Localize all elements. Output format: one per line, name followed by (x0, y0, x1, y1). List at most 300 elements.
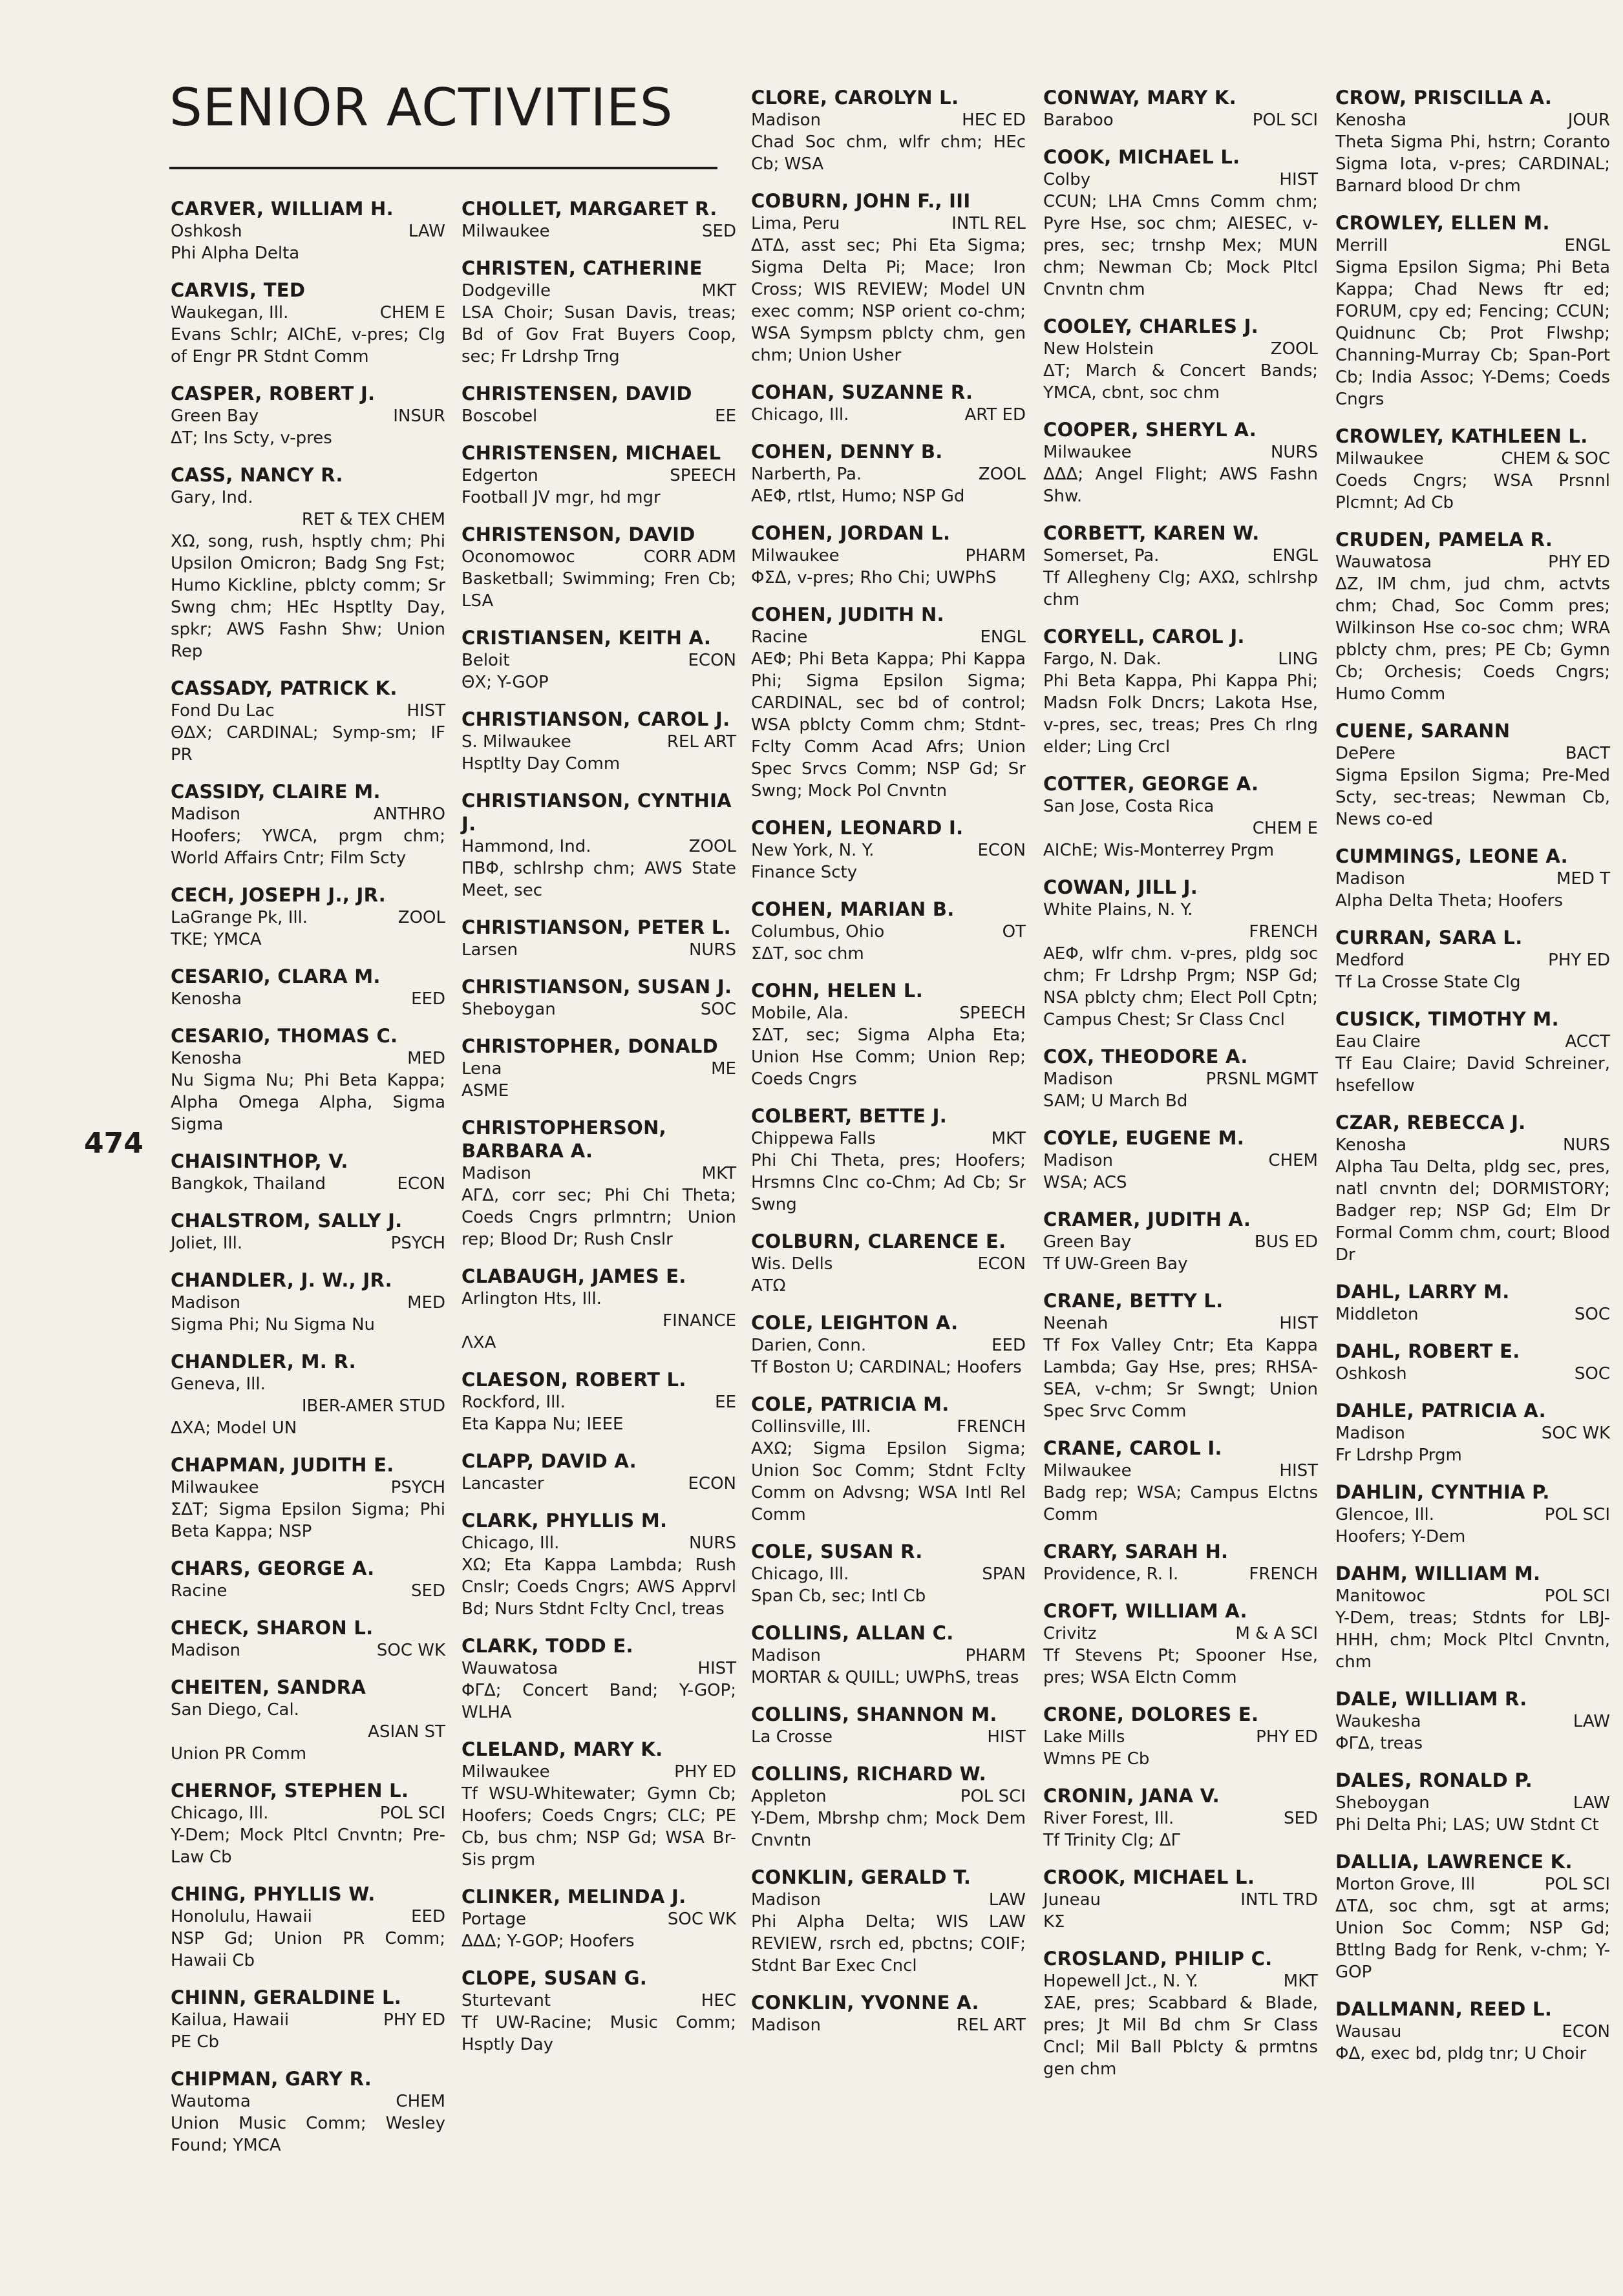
entry-dept: SED (1284, 1809, 1318, 1828)
entry-details: Sigma Epsilon Sigma; Phi Beta Kappa; Chad News ftr ed; FORUM, cpy ed; Fencing; CCUN; Quidnunc Cb; Prot Flwshp; Channing-Murray Cb; Span-Port Cb; India Assoc; Y-Dems; Coeds Cngrs (1335, 258, 1610, 409)
entry-location-line (1335, 1031, 1610, 1053)
entry-location-line (171, 1292, 445, 1314)
entry (751, 189, 1026, 366)
entry-details: ASME (461, 1081, 509, 1101)
entry-details: Y-Dem, Mbrshp chm; Mock Dem Cnvntn (751, 1809, 1026, 1850)
entry-place: Madison (1043, 1151, 1114, 1170)
entry-dept: REL ART (956, 2016, 1026, 2035)
entry-details: ΛΧΑ (461, 1333, 496, 1353)
entry (461, 1116, 736, 1250)
title-rule (169, 167, 717, 169)
entry-dept: EED (411, 1907, 445, 1926)
entry-dept: RET & TEX CHEM (301, 510, 445, 529)
entry (1043, 86, 1318, 131)
entry-dept: POL SCI (1544, 1875, 1610, 1894)
entry-name: CLAESON, ROBERT L. (461, 1369, 686, 1391)
entry-location-line (751, 2014, 1026, 2036)
entry-location-line (751, 1002, 1026, 1024)
entry-details: ΔΤ; March & Concert Bands; YMCA, cbnt, soc chm (1043, 361, 1318, 403)
entry (461, 789, 736, 901)
entry-place: Milwaukee (461, 1762, 550, 1782)
entry (1043, 145, 1318, 300)
entry (1043, 1866, 1318, 1933)
entry-name: CURRAN, SARA L. (1335, 927, 1523, 949)
entry (1335, 1007, 1610, 1097)
entry-location-line (1043, 899, 1318, 921)
entry-dept: EE (715, 406, 736, 426)
entry (751, 1866, 1026, 1977)
entry-place: Chicago, Ill. (171, 1804, 269, 1823)
entry (751, 1230, 1026, 1297)
entry-place: Madison (461, 1164, 532, 1183)
entry-details: Sigma Epsilon Sigma; Pre-Med Scty, sec-treas; Newman Cb, News co-ed (1335, 766, 1610, 829)
entry-name: CROWLEY, KATHLEEN L. (1335, 425, 1588, 447)
entry-details: ΤΚΕ; YMCA (171, 930, 262, 949)
entry-details: Alpha Delta Theta; Hoofers (1335, 891, 1564, 911)
entry-name: DALES, RONALD P. (1335, 1769, 1533, 1791)
entry-name: CLOPE, SUSAN G. (461, 1967, 648, 1989)
entry (461, 1368, 736, 1435)
entry-location-line (1335, 1303, 1610, 1325)
entry-name: COHEN, DENNY B. (751, 441, 943, 463)
entry-name: CRISTIANSEN, KEITH A. (461, 627, 712, 649)
entry-location-line (461, 1058, 736, 1080)
entry-details: ΑΕΦ; Phi Beta Kappa; Phi Kappa Phi; Sigma Epsilon Sigma; CARDINAL, sec bd of control; WSA pblcty Comm chm; Stdnt-Fclty Comm Acad Afrs; Union Spec Srvcs Comm; NSP Gd; Sr Swng; Mock Pol Cnvntn (751, 649, 1026, 801)
entry-location-line (1335, 868, 1610, 890)
entry (461, 626, 736, 693)
entry-details: ΑΧΩ; Sigma Epsilon Sigma; Union Soc Comm; Stdnt Fclty Comm on Advsng; WSA Intl Rel Comm (751, 1439, 1026, 1524)
entry-dept: ENGL (980, 627, 1026, 647)
entry-details: Phi Chi Theta, pres; Hoofers; Hrsmns Clnc co-Chm; Ad Cb; Sr Swng (751, 1151, 1026, 1214)
entry-dept: NURS (1270, 443, 1318, 462)
entry-dept: MKT (1283, 1972, 1318, 1991)
entry-place: Oshkosh (1335, 1364, 1407, 1384)
entry-location-line (1043, 441, 1318, 463)
entry-place: Wausau (1335, 2022, 1402, 2041)
entry (1043, 315, 1318, 404)
entry-dept: SOC WK (667, 1910, 736, 1929)
entry-dept: LAW (1573, 1793, 1610, 1813)
entry-details: Y-Dem; Mock Pltcl Cnvntn; Pre-Law Cb (171, 1826, 445, 1867)
entry-location-line (751, 839, 1026, 861)
entry-details: Coeds Cngrs; WSA Prsnnl Plcmnt; Ad Cb (1335, 471, 1610, 512)
entry-name: COOK, MICHAEL L. (1043, 146, 1240, 168)
entry-place: Fond Du Lac (171, 701, 275, 721)
entry-location-line (1043, 648, 1318, 670)
entry (1335, 1111, 1610, 1266)
entry (461, 1035, 736, 1102)
entry-name: CHRISTIANSON, PETER L. (461, 916, 731, 938)
entry-dept: MED (407, 1049, 445, 1068)
entry (1043, 1289, 1318, 1422)
entry-dept: NURS (688, 1533, 736, 1553)
entry-place: Hopewell Jct., N. Y. (1043, 1972, 1198, 1991)
entry-dept: PHY ED (674, 1762, 736, 1782)
entry-dept: EED (992, 1336, 1026, 1355)
entry-location-line (751, 1334, 1026, 1356)
entry-location-line (751, 626, 1026, 648)
entry-dept: ENGL (1272, 546, 1318, 565)
entry-location-line (1335, 1363, 1610, 1385)
entry-name: CASSIDY, CLAIRE M. (171, 781, 381, 803)
entry-place: Baraboo (1043, 111, 1114, 130)
entry-dept: ZOOL (398, 908, 445, 927)
entry (461, 975, 736, 1020)
entry-name: COOPER, SHERYL A. (1043, 419, 1257, 441)
entry-details: Tf Eau Claire; David Schreiner, hsefellow (1335, 1054, 1610, 1095)
entry (461, 382, 736, 427)
entry (1043, 1703, 1318, 1770)
entry-name: COLE, LEIGHTON A. (751, 1312, 959, 1334)
entry-place: Wis. Dells (751, 1254, 833, 1274)
entry-details: Eta Kappa Nu; IEEE (461, 1415, 624, 1434)
entry-location-line (171, 1906, 445, 1928)
entry-name: COBURN, JOHN F., III (751, 190, 971, 212)
entry-place: Larsen (461, 940, 518, 960)
entry-location-line (751, 545, 1026, 567)
entry-dept: BUS ED (1254, 1232, 1318, 1252)
entry (1335, 1480, 1610, 1548)
entry-dept: ACCT (1565, 1032, 1610, 1051)
entry-details: ΔΔΔ; Angel Flight; AWS Fashn Shw. (1043, 465, 1318, 506)
entry-place: Madison (751, 1646, 822, 1665)
entry-name: CONKLIN, GERALD T. (751, 1866, 971, 1888)
entry-details: Phi Alpha Delta (171, 244, 300, 263)
entry-name: CASPER, ROBERT J. (171, 383, 376, 405)
entry (171, 2067, 445, 2156)
entry-name: COHAN, SUZANNE R. (751, 381, 973, 403)
entry-place: Morton Grove, Ill (1335, 1875, 1476, 1894)
entry (1335, 719, 1610, 830)
entry-location-line (751, 1128, 1026, 1150)
entry (751, 1311, 1026, 1378)
entry-dept: FRENCH (957, 1417, 1026, 1437)
entry-details: Fr Ldrshp Prgm (1335, 1446, 1462, 1465)
entry-location-line (1335, 448, 1610, 470)
entry-dept: POL SCI (960, 1787, 1026, 1806)
entry (1335, 1399, 1610, 1466)
entry-location-line (751, 1889, 1026, 1911)
entry-name: CUMMINGS, LEONE A. (1335, 845, 1568, 867)
entry-name: CONWAY, MARY K. (1043, 87, 1237, 109)
entry (1335, 1769, 1610, 1836)
entry-details: Tf Boston U; CARDINAL; Hoofers (751, 1358, 1022, 1377)
entry-place: Arlington Hts, Ill. (461, 1289, 602, 1309)
entry-dept: HIST (407, 701, 445, 721)
entry-dept: POL SCI (1252, 111, 1318, 130)
entry (1043, 876, 1318, 1031)
entry-location-line (1043, 1068, 1318, 1090)
entry-details: Badg rep; WSA; Campus Elctns Comm (1043, 1483, 1318, 1524)
entry-location-line (1335, 1585, 1610, 1607)
entry (1335, 211, 1610, 410)
entry-place: DePere (1335, 744, 1395, 763)
entry-name: CUENE, SARANN (1335, 720, 1511, 742)
entry-location-line (171, 220, 445, 242)
entry-details: ΚΣ (1043, 1912, 1065, 1932)
entry-dept: HIST (987, 1727, 1026, 1747)
entry-place: Kenosha (171, 1049, 242, 1068)
entry-place: Madison (751, 2016, 822, 2035)
entry-location-line (171, 2091, 445, 2112)
entry-details: ΠΒΦ, schlrshp chm; AWS State Meet, sec (461, 859, 736, 900)
entry-place: Milwaukee (751, 546, 840, 565)
entry-dept: LAW (1573, 1712, 1610, 1731)
entry (751, 1104, 1026, 1216)
entry-name: COLE, PATRICIA M. (751, 1393, 949, 1415)
entry-name: CUSICK, TIMOTHY M. (1335, 1008, 1559, 1030)
entry-place: Kailua, Hawaii (171, 2010, 290, 2030)
entry-dept: MKT (701, 1164, 736, 1183)
entry-location-line (1335, 1792, 1610, 1814)
entry-details: Phi Beta Kappa, Phi Kappa Phi; Madsn Folk Dncrs; Lakota Hse, v-pres, sec, treas; Pres Ch rlng elder; Ling Crcl (1043, 671, 1318, 757)
entry-place: Green Bay (1043, 1232, 1132, 1252)
entry-name: CRONE, DOLORES E. (1043, 1703, 1259, 1725)
entry (171, 1453, 445, 1543)
entry (1335, 1997, 1610, 2065)
entry (1043, 625, 1318, 758)
entry-dept: PSYCH (390, 1478, 445, 1497)
entry-location-line (1043, 1563, 1318, 1585)
entry-place: Chippewa Falls (751, 1129, 876, 1148)
entry-location-line (461, 1391, 736, 1413)
entry (1043, 1540, 1318, 1585)
entry-dept: CHEM (1268, 1151, 1318, 1170)
entry-place: Kenosha (1335, 111, 1407, 130)
entry-place: S. Milwaukee (461, 732, 571, 752)
entry-dept: LING (1278, 649, 1318, 669)
entry-name: CHANDLER, J. W., JR. (171, 1269, 392, 1291)
entry-details: ΦΣΔ, v-pres; Rho Chi; UWPhS (751, 568, 997, 587)
entry-details: ΧΩ, song, rush, hsptly chm; Phi Upsilon Omicron; Badg Sng Fst; Humo Kickline, pblcty comm; Sr Swng chm; HEc Hsptlty Day, spkr; AWS Fashn Shw; Union Rep (171, 532, 445, 661)
entry-location-line (751, 463, 1026, 485)
entry-location-line (751, 213, 1026, 235)
entry-location-line (171, 487, 445, 509)
entry-location-line (751, 1563, 1026, 1585)
entry-details: Tf Allegheny Clg; ΑΧΩ, schlrshp chm (1043, 568, 1318, 609)
entry (461, 1885, 736, 1952)
entry-details: Finance Scty (751, 863, 858, 882)
entry-place: Chicago, Ill. (751, 1564, 849, 1584)
entry-place: Somerset, Pa. (1043, 546, 1160, 565)
entry-location-line (461, 939, 736, 961)
entry (1043, 521, 1318, 611)
entry-name: CHRISTIANSON, SUSAN J. (461, 976, 732, 998)
entry-location-line (1043, 1623, 1318, 1645)
entry-details: PE Cb (171, 2032, 220, 2052)
entry-name: CHALSTROM, SALLY J. (171, 1210, 403, 1232)
entry (1043, 772, 1318, 861)
entry-name: DAHM, WILLIAM M. (1335, 1563, 1541, 1585)
entry-place: Crivitz (1043, 1624, 1097, 1643)
entry-location-line (1043, 1807, 1318, 1829)
entry-place: Appleton (751, 1787, 827, 1806)
entry-dept: BACT (1565, 744, 1610, 763)
entry-location-line (461, 1990, 736, 2012)
entry-name: COHEN, JORDAN L. (751, 522, 951, 544)
entry-location-line (171, 1802, 445, 1824)
entry-location-line (171, 1580, 445, 1602)
entry-dept: PHY ED (1256, 1727, 1318, 1747)
entry (751, 1540, 1026, 1607)
entry-details: CCUN; LHA Cmns Comm chm; Pyre Hse, soc chm; AIESEC, v-pres, sec; trnshp Mex; MUN chm; Newman Cb; Mock Pltcl Cnvntn chm (1043, 192, 1318, 299)
entry (1335, 528, 1610, 705)
entry-dept: JOUR (1567, 111, 1610, 130)
entry-location-line (171, 1173, 445, 1195)
entry-location-line (171, 405, 445, 427)
entry-dept: POL SCI (1544, 1505, 1610, 1524)
entry-dept: NURS (688, 940, 736, 960)
entry (751, 1621, 1026, 1689)
entry-name: CHAISINTHOP, V. (171, 1150, 348, 1172)
entry-place: Madison (751, 1890, 822, 1910)
entry (171, 1676, 445, 1765)
entry-dept: MED T (1556, 869, 1610, 889)
entry-dept: CORR ADM (643, 547, 736, 567)
entry-place: Madison (171, 805, 241, 824)
entry-name: CHRISTIANSON, CAROL J. (461, 708, 730, 730)
entry-place: Beloit (461, 651, 510, 670)
entry (461, 197, 736, 242)
entry-dept: POL SCI (379, 1804, 445, 1823)
entry-name: CRUDEN, PAMELA R. (1335, 529, 1553, 551)
entry-place: Madison (1043, 1069, 1114, 1089)
column-3 (751, 86, 1026, 2050)
entry-location-line (171, 700, 445, 722)
entry-name: CLABAUGH, JAMES E. (461, 1265, 686, 1287)
entry-location-line (1043, 1231, 1318, 1253)
entry (171, 1557, 445, 1602)
entry (461, 916, 736, 961)
entry-dept: SED (411, 1581, 445, 1601)
entry-name: DAHL, LARRY M. (1335, 1281, 1510, 1303)
entry-name: CHRISTENSEN, MICHAEL (461, 442, 721, 464)
entry-dept: SPAN (982, 1564, 1026, 1584)
entry (751, 979, 1026, 1090)
entry-name: CHINN, GERALDINE L. (171, 1986, 402, 2008)
entry-dept: HEC ED (962, 111, 1026, 130)
entry (461, 441, 736, 509)
entry-dept: ANTHRO (373, 805, 445, 824)
entry-details: MORTAR & QUILL; UWPhS, treas (751, 1668, 1019, 1687)
entry-location-line (461, 220, 736, 242)
entry-place: Boscobel (461, 406, 538, 426)
entry (461, 1449, 736, 1495)
entry-dept: INSUR (393, 406, 445, 426)
entry-name: CHRISTOPHER, DONALD (461, 1035, 719, 1057)
entry-details: ΑΕΦ, wlfr chm. v-pres, pldg soc chm; Fr Ldrshp Prgm; NSP Gd; NSA pblcty chm; Elect Poll Cptn; Campus Chest; Sr Class Cncl (1043, 944, 1318, 1029)
entry-name: CESARIO, CLARA M. (171, 965, 381, 987)
entry-details: SAM; U March Bd (1043, 1091, 1188, 1111)
entry-name: CLORE, CAROLYN L. (751, 87, 959, 109)
entry-place: Juneau (1043, 1890, 1101, 1910)
entry-details: Tf Fox Valley Cntr; Eta Kappa Lambda; Gay Hse, pres; RHSA-SEA, v-chm; Sr Swngt; Union Spec Srvc Comm (1043, 1336, 1318, 1421)
entry (1335, 845, 1610, 912)
entry-dept: SOC WK (1541, 1424, 1610, 1443)
entry-dept: ECON (1562, 2022, 1610, 2041)
entry-details: Wmns PE Cb (1043, 1749, 1150, 1769)
entry-location-line (461, 998, 736, 1020)
entry-dept: ENGL (1564, 236, 1610, 255)
entry-details: ΦΓΔ; Concert Band; Y-GOP; WLHA (461, 1681, 736, 1722)
entry-place: New York, N. Y. (751, 841, 875, 860)
entry-location-line (171, 1639, 445, 1661)
entry (751, 381, 1026, 426)
entry-name: COLLINS, SHANNON M. (751, 1703, 997, 1725)
entry-place: San Diego, Cal. (171, 1700, 299, 1720)
entry-place: Joliet, Ill. (171, 1234, 243, 1253)
entry (1335, 1687, 1610, 1754)
entry-name: CHRISTIANSON, CYNTHIA J. (461, 790, 732, 835)
entry-place: San Jose, Costa Rica (1043, 797, 1215, 816)
entry (171, 197, 445, 264)
entry-details: ΑΤΩ (751, 1276, 786, 1296)
entry-location-line (1043, 1889, 1318, 1911)
entry-place: Middleton (1335, 1305, 1419, 1324)
entry-location-line (171, 803, 445, 825)
entry-details: ΔΧΑ; Model UN (171, 1418, 297, 1438)
entry-place: Edgerton (461, 466, 538, 485)
entry-details: ΣΑΕ, pres; Scabbard & Blade, pres; Jt Mil Bd chm Sr Class Cncl; Mil Ball Pblcty & prmtns gen chm (1043, 1994, 1318, 2079)
entry (1043, 1599, 1318, 1689)
entry-place: Oshkosh (171, 222, 242, 241)
entry (461, 523, 736, 612)
entry (1335, 1562, 1610, 1673)
entry-details: Y-Dem, treas; Stdnts for LBJ-HHH, chm; Mock Pltcl Cnvntn, chm (1335, 1608, 1610, 1672)
entry-details: ΣΔΤ, soc chm (751, 944, 864, 964)
entry-dept: HIST (1279, 170, 1318, 189)
entry-place: Providence, R. I. (1043, 1564, 1179, 1584)
entry-location-line (751, 1253, 1026, 1275)
entry-details: ΘΧ; Y-GOP (461, 673, 549, 692)
entry-place: Geneva, Ill. (171, 1374, 266, 1394)
entry-location-line (461, 1473, 736, 1495)
entry-location-line (1335, 1134, 1610, 1156)
entry-name: CROOK, MICHAEL L. (1043, 1866, 1255, 1888)
entry (461, 1265, 736, 1354)
entry-details: Tf UW-Racine; Music Comm; Hsptly Day (461, 2013, 736, 2054)
entry-name: CHECK, SHARON L. (171, 1617, 374, 1639)
entry-name: COLLINS, RICHARD W. (751, 1763, 986, 1785)
entry (171, 1779, 445, 1868)
page-title: SENIOR ACTIVITIES (169, 78, 674, 138)
entry-dept: EED (411, 989, 445, 1009)
entry-place: Lima, Peru (751, 214, 840, 233)
entry-location-line (1335, 551, 1610, 573)
entry (461, 1966, 736, 2056)
entry-details: Tf WSU-Whitewater; Gymn Cb; Hoofers; Coeds Cngrs; CLC; PE Cb, bus chm; NSP Gd; WSA Br-Sis prgm (461, 1784, 736, 1869)
entry-details: ΔΔΔ; Y-GOP; Hoofers (461, 1932, 635, 1951)
entry-place: Darien, Conn. (751, 1336, 867, 1355)
entry-place: Sheboygan (1335, 1793, 1430, 1813)
entry-details: Tf Stevens Pt; Spooner Hse, pres; WSA Elctn Comm (1043, 1646, 1318, 1687)
entry (171, 1209, 445, 1254)
entry-location-line (1335, 235, 1610, 257)
entry-location-line (171, 302, 445, 324)
entry-location-line (1335, 949, 1610, 971)
entry-location-line (1043, 1460, 1318, 1482)
entry-location-line (461, 1532, 736, 1554)
entry-name: CHRISTEN, CATHERINE (461, 257, 703, 279)
entry-name: DALE, WILLIAM R. (1335, 1688, 1527, 1710)
entry-location-line (1043, 1312, 1318, 1334)
entry (461, 1634, 736, 1723)
entry-dept: HIST (697, 1659, 736, 1678)
column-4 (1043, 86, 1318, 2094)
entry (1043, 1437, 1318, 1526)
entry-place: New Holstein (1043, 339, 1154, 359)
entry-place: Medford (1335, 951, 1405, 970)
